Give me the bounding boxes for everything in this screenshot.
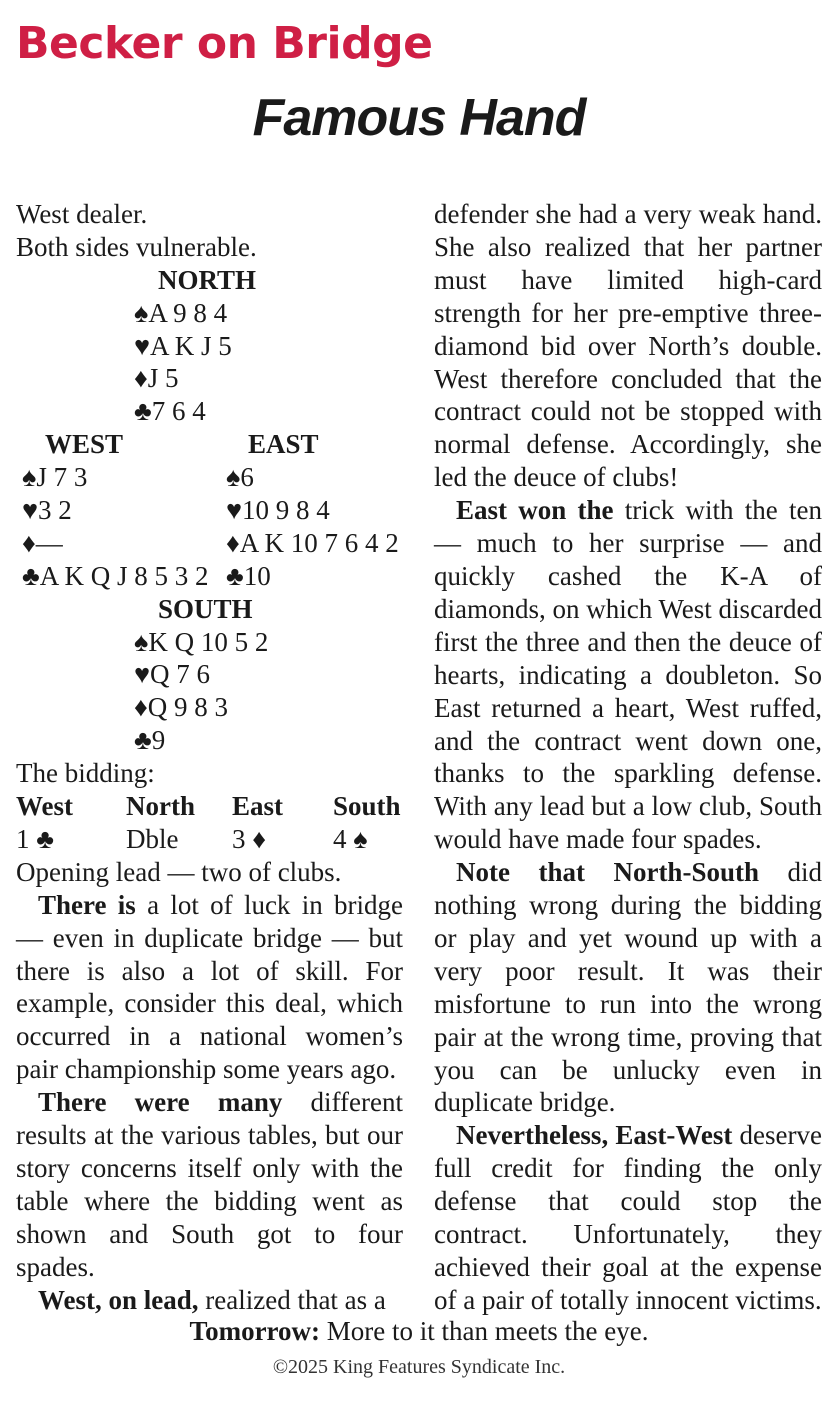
west-east-label-row — [16, 428, 403, 461]
paragraph-4-lead: East won the — [456, 495, 614, 526]
bidding-header-row — [16, 790, 403, 823]
bidding-header-north: North — [126, 791, 195, 822]
north-label: NORTH — [158, 264, 257, 295]
paragraph-1-lead: There is — [38, 889, 136, 920]
bidding-calls-row — [16, 823, 403, 856]
right-column — [434, 198, 822, 1317]
south-label-row — [16, 593, 403, 626]
bidding-header-east: East — [232, 791, 284, 822]
paragraph-5-text: did nothing wrong during the bidding or play and yet wound up with a very poor result. It was their misfortune to run into the wrong pair at the wrong time, proving that you can be unlucky even in duplicate bridge. — [434, 857, 822, 1118]
article-paragraph-2 — [16, 1086, 403, 1283]
article-paragraph-6 — [434, 1119, 822, 1316]
west-clubs: ♣A K Q J 8 5 3 2 — [22, 560, 209, 591]
article-paragraph-3 — [16, 1284, 403, 1317]
dealer-line: West dealer. — [16, 199, 148, 229]
tomorrow-label: Tomorrow: — [189, 1316, 321, 1346]
paragraph-3-text-rest: defender she had a very weak hand. She also realized that her partner must have limited high-card strength for her pre-emptive three-diamond bid over North’s double. West therefore concluded that the contract could not be stopped with normal defense. Accordingly, she led the deuce of clubs! — [434, 199, 822, 493]
page-title: Famous Hand — [252, 89, 586, 147]
south-spades: ♠K Q 10 5 2 — [134, 626, 269, 657]
west-hearts: ♥3 2 — [22, 495, 72, 526]
left-column — [16, 198, 403, 1316]
east-hearts: ♥10 9 8 4 — [226, 495, 330, 526]
vulnerability-line: Both sides vulnerable. — [16, 231, 257, 262]
brand-title: Becker on Bridge — [16, 18, 433, 69]
east-diamonds: ♦A K 10 7 6 4 2 — [226, 527, 399, 558]
bidding-call-west: 1 ♣ — [16, 823, 54, 854]
paragraph-4-text: trick with the ten — much to her surprise — and quickly cashed the K-A of diamonds, on which West discarded first the three and then the deuce of hearts, indicating a doubleton. So East returned a heart, West ruffed, and the contract went down one, thanks to the sparkling defense. With any lead but a low club, South would have made four spades. — [434, 495, 823, 855]
south-clubs: ♣9 — [134, 725, 166, 756]
copyright: ©2025 King Features Syndicate Inc. — [272, 1356, 566, 1378]
paragraph-6-text: deserve full credit for finding the only defense that could stop the contract. Unfortunately, they achieved their goal at the expense of a pair of totally innocent victims. — [434, 1120, 823, 1315]
paragraph-3-lead: West, on lead, — [38, 1284, 199, 1315]
north-clubs: ♣7 6 4 — [134, 396, 206, 427]
west-spades: ♠J 7 3 — [22, 462, 88, 493]
east-clubs: ♣10 — [226, 560, 271, 591]
opening-lead: Opening lead — two of clubs. — [16, 856, 342, 887]
paragraph-2-lead: There were many — [38, 1087, 283, 1118]
west-label: WEST — [45, 429, 124, 460]
south-hearts: ♥Q 7 6 — [134, 659, 211, 690]
article-paragraph-3-continued — [434, 198, 822, 494]
bidding-header-west: West — [16, 791, 73, 822]
tomorrow-teaser — [0, 1314, 838, 1348]
paragraph-2-text: different results at the various tables, but our story concerns itself only with the table where the bidding went as shown and South got to four spades. — [16, 1087, 403, 1282]
north-spades: ♠A 9 8 4 — [134, 297, 228, 328]
paragraph-6-lead: Nevertheless, East-West — [456, 1120, 733, 1151]
north-diamonds: ♦J 5 — [134, 363, 179, 394]
paragraph-1-text: a lot of luck in bridge — even in duplicate bridge — but there is also a lot of skill. For example, consider this deal, which occurred in a national women’s pair championship some years ago. — [16, 889, 403, 1085]
bidding-call-east: 3 ♦ — [232, 823, 267, 854]
article-paragraph-4 — [434, 494, 822, 856]
south-diamonds: ♦Q 9 8 3 — [134, 692, 229, 723]
north-label-row — [16, 264, 403, 297]
article-paragraph-5 — [434, 856, 822, 1119]
article-paragraph-1 — [16, 889, 403, 1086]
east-label: EAST — [248, 429, 319, 460]
paragraph-5-lead: Note that North-South — [456, 857, 759, 888]
paragraph-3-text-start: realized that as a — [198, 1284, 386, 1315]
tomorrow-text: More to it than meets the eye. — [320, 1316, 649, 1346]
south-label: SOUTH — [158, 593, 253, 624]
west-diamonds: ♦— — [22, 527, 63, 558]
bidding-header-south: South — [333, 791, 401, 822]
bidding-call-south: 4 ♠ — [333, 823, 368, 854]
bidding-call-north: Dble — [126, 823, 179, 854]
north-hearts: ♥A K J 5 — [134, 330, 232, 361]
bidding-title: The bidding: — [16, 758, 155, 789]
east-spades: ♠6 — [226, 462, 254, 493]
